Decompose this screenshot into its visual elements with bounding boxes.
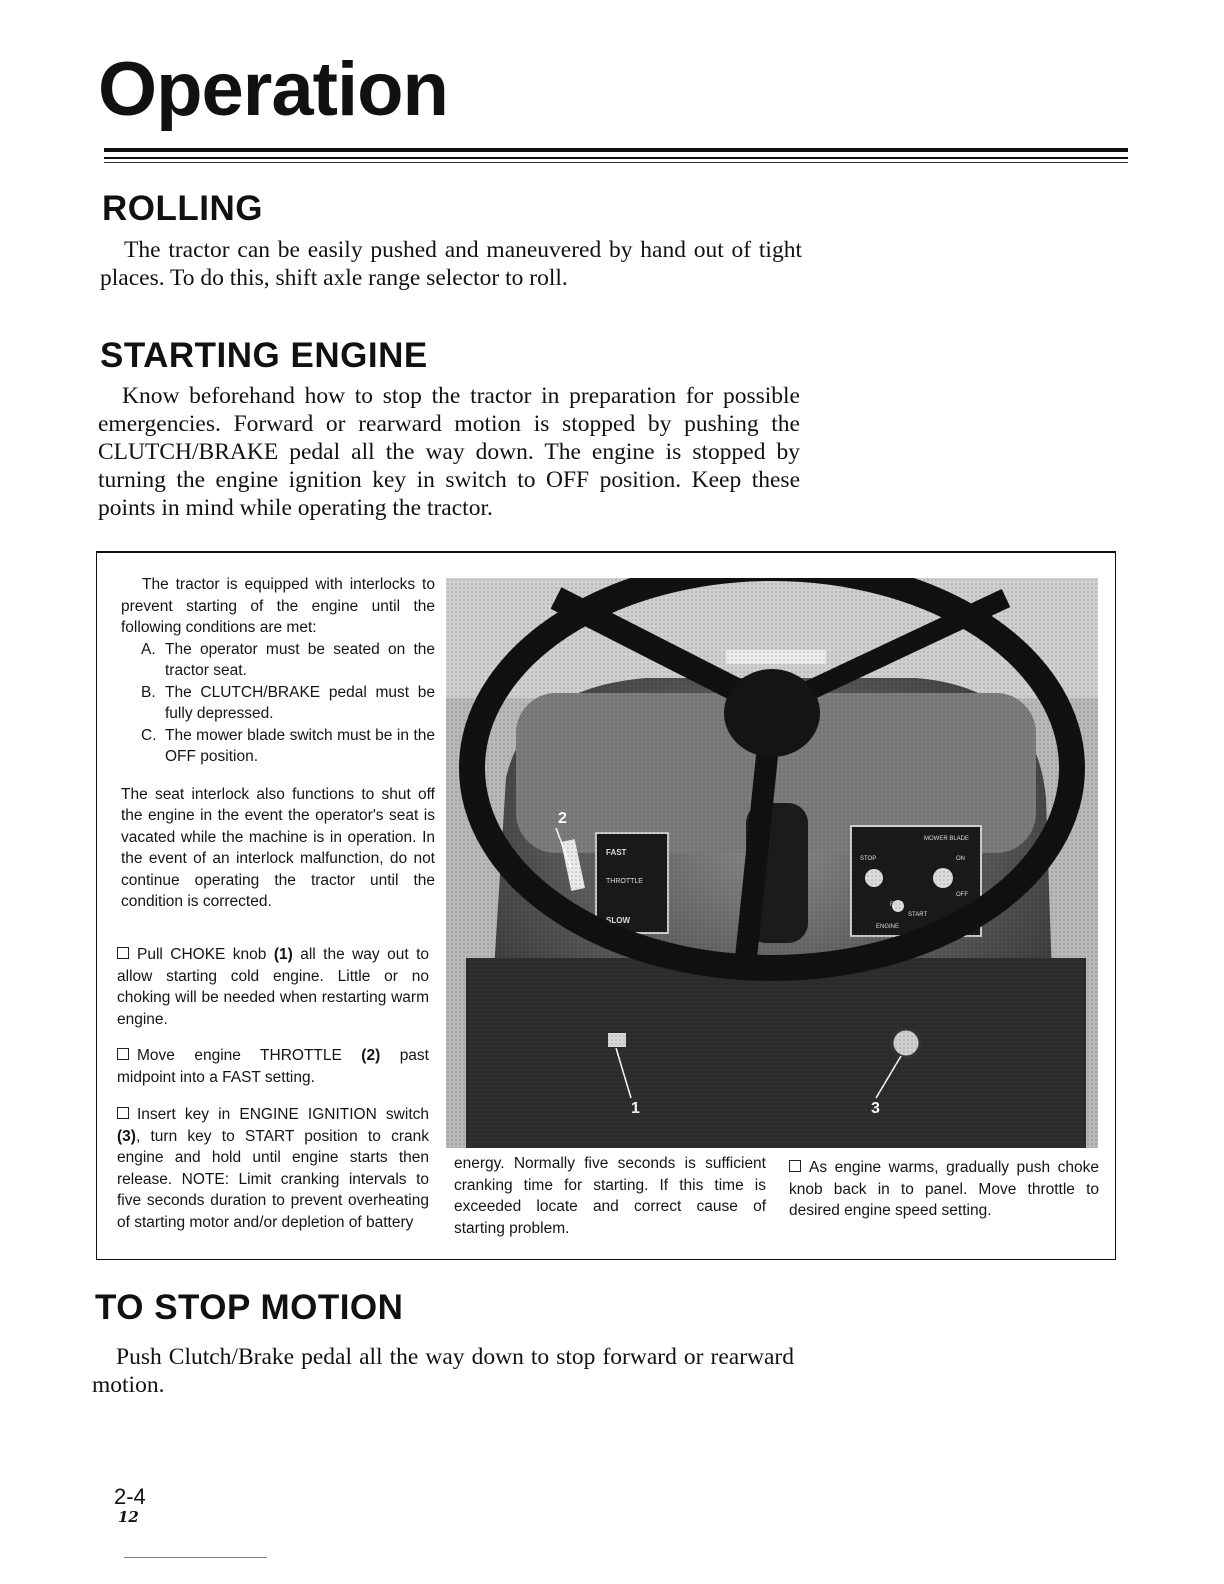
condition-c: C. The mower blade switch must be in the OFF position.: [141, 726, 435, 765]
starting-engine-heading: STARTING ENGINE: [100, 336, 428, 375]
interlock-left-column: [121, 574, 435, 913]
seat-interlock-note: The seat interlock also functions to shut off the engine in the event the operator's seat is vacated while the machine is in operation. In the event of an interlock malfunction, do not continue operating the tractor until the condition is corrected.: [121, 785, 435, 910]
throttle-step: Move engine THROTTLE (2) past midpoint into a FAST setting.: [117, 1047, 429, 1086]
checkbox-icon: [117, 1048, 129, 1060]
handwritten-note: 12: [118, 1508, 139, 1526]
choke-step: Pull CHOKE knob (1) all the way out to allow starting cold engine. Little or no choking will be needed when restarting warm engine.: [117, 946, 429, 1028]
title-rule: [104, 148, 1128, 152]
page-number: 2-4: [114, 1484, 146, 1509]
interlock-intro: The tractor is equipped with interlocks to prevent starting of the engine until the following conditions are met:: [121, 576, 435, 636]
footer-rule: [124, 1557, 267, 1558]
checkbox-icon: [789, 1160, 801, 1172]
checkbox-icon: [117, 947, 129, 959]
condition-b: B. The CLUTCH/BRAKE pedal must be fully depressed.: [141, 683, 435, 722]
interlock-conditions: [121, 639, 435, 768]
rolling-text: The tractor can be easily pushed and maneuvered by hand out of tight places. To do this, shift axle range selector to roll.: [100, 237, 802, 291]
checkbox-icon: [117, 1107, 129, 1119]
warm-engine-step: As engine warms, gradually push choke knob back in to panel. Move throttle to desired engine speed setting.: [789, 1159, 1099, 1219]
dashboard-illustration: [446, 578, 1098, 1148]
ignition-step: Insert key in ENGINE IGNITION switch (3), turn key to START position to crank engine and hold until engine starts then release. NOTE: Limit cranking intervals to five seconds duration to prevent overheating of starting motor and/or depletion of battery: [117, 1106, 429, 1231]
stop-motion-heading: TO STOP MOTION: [95, 1288, 404, 1327]
title-rule-thin: [104, 157, 1128, 159]
ignition-step-continued: energy. Normally five seconds is sufficient cranking time for starting. If this time is exceeded locate and correct cause of starting problem.: [454, 1155, 766, 1237]
dashboard-photo: [446, 578, 1098, 1148]
title-rule-thin-2: [104, 162, 1128, 163]
rolling-heading: ROLLING: [102, 189, 263, 228]
page-title: Operation: [98, 47, 448, 132]
condition-a: A. The operator must be seated on the tractor seat.: [141, 640, 435, 679]
starting-engine-text: Know beforehand how to stop the tractor in preparation for possible emergencies. Forward or rearward motion is stopped by pushing the CLUTCH/BRAKE pedal all the way down. The engine is stopped by turning the engine ignition key in switch to OFF position. Keep these points in mind while operating the tractor.: [98, 383, 800, 521]
stop-motion-text: Push Clutch/Brake pedal all the way down to stop forward or rearward motion.: [92, 1344, 794, 1398]
